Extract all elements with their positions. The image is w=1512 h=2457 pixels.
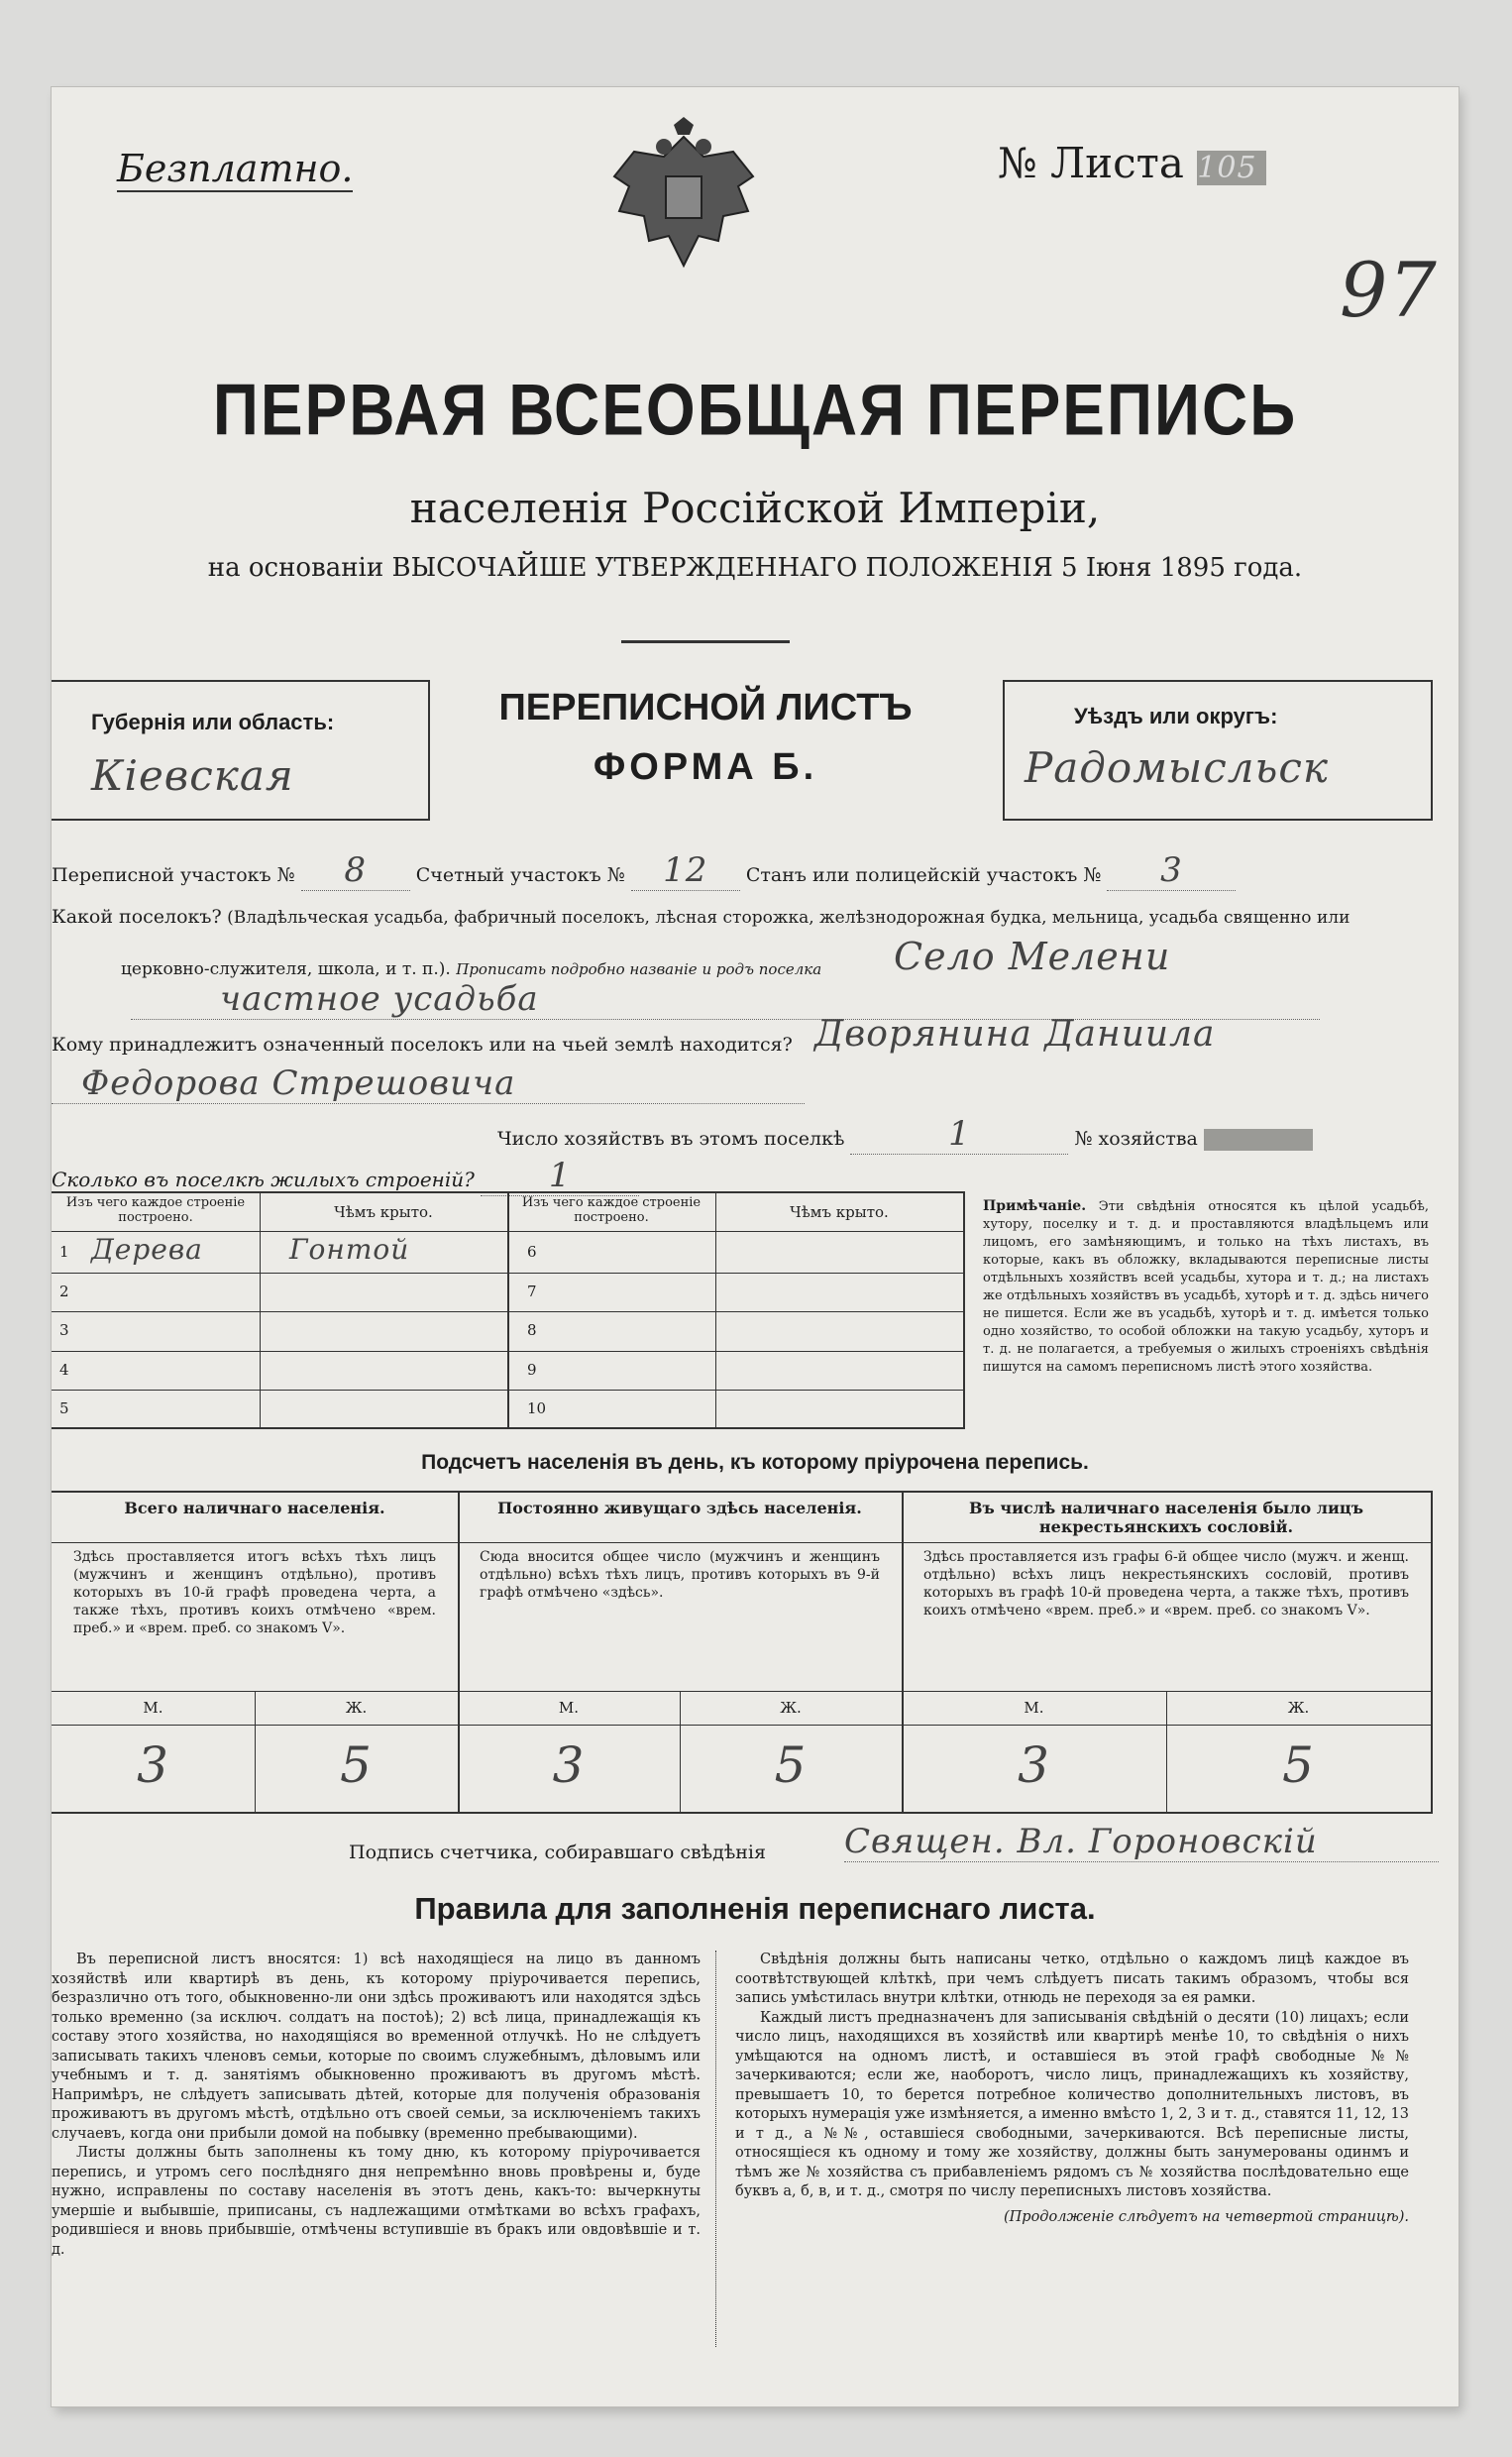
count-col-title: Всего наличнаго населенія.	[124, 1499, 385, 1517]
row-number: 3	[59, 1321, 69, 1339]
settlement-row-2: церковно-служителя, школа, и т. п.). Прописать подробно названіе и родъ поселка	[121, 959, 822, 979]
uezd-value: Радомысльск	[1025, 743, 1329, 792]
rules-right-p1: Свѣдѣнія должны быть написаны четко, отдѣльно о каждомъ лицѣ каждое въ соотвѣтствующей клѣткѣ, при чемъ слѣдуетъ писать такимъ образомъ, чтобы вся запись умѣстилась внутри клѣтки, отнюдь не переходя за ея рамки.	[735, 1952, 1409, 2006]
stan-value: 3	[1107, 850, 1236, 891]
signature-label: Подпись счетчика, собиравшаго свѣдѣнія	[349, 1842, 766, 1863]
guberniya-box	[52, 680, 430, 821]
buildings-row-8	[507, 1311, 963, 1351]
buildings-row-9	[507, 1351, 963, 1391]
rules-left-p2: Листы должны быть заполнены къ тому дню, къ которому пріурочивается перепись, и утромъ сего послѣдняго дня непремѣнно вновь провѣрены и, буде нужно, исправлены по составу населенія въ этотъ день, какъ-то: вычеркнуты умершіе и выбывшіе, приписаны, съ надлежащими отмѣтками во всѣхъ графахъ, родившіеся и вновь прибывшіе, отмѣчены вступившіе въ бракъ или овдовѣвшіе и т. д.	[52, 2145, 701, 2258]
buildings-row-3	[52, 1311, 507, 1351]
households-value: 1	[850, 1114, 1068, 1155]
page-subtitle: населенія Россійской Имперіи,	[409, 484, 1101, 532]
uezd-label: Уѣздъ или округъ:	[1074, 704, 1278, 728]
count-table	[52, 1491, 1433, 1814]
buildings-row-5	[52, 1390, 507, 1429]
female-label: Ж.	[780, 1699, 802, 1717]
buildings-row-1	[52, 1233, 507, 1273]
rules-right	[735, 1951, 1409, 2227]
male-value: 3	[552, 1736, 586, 1794]
female-value: 5	[1282, 1736, 1315, 1794]
rules-left	[52, 1951, 701, 2260]
form-name: ФОРМА Б.	[593, 746, 818, 788]
divider	[621, 640, 790, 643]
roof-value: Гонтой	[289, 1233, 410, 1266]
settlement-value-2: частное усадьба	[131, 979, 1320, 1020]
count-column-1	[52, 1493, 458, 1812]
households-row: Число хозяйствъ въ этомъ поселкѣ 1 № хозяйства	[497, 1114, 1439, 1155]
sheet-number-value: 105	[1197, 151, 1266, 185]
buildings-row-4	[52, 1351, 507, 1391]
owner-value-1: Дворянина Даниила	[814, 1014, 1216, 1055]
free-label: Безплатно.	[117, 147, 354, 190]
male-value: 3	[1018, 1736, 1050, 1794]
page-title: ПЕРВАЯ ВСЕОБЩАЯ ПЕРЕПИСЬ	[212, 368, 1298, 451]
guberniya-label: Губернія или область:	[91, 710, 335, 734]
count-col-title: Въ числѣ наличнаго населенія было лицъ некрестьянскихъ сословій.	[969, 1499, 1363, 1536]
row-number: 7	[527, 1282, 537, 1300]
col-built-header-2: Изъ чего каждое строеніе построено.	[521, 1195, 702, 1225]
row-number: 8	[527, 1321, 537, 1339]
count-column-3	[902, 1493, 1431, 1812]
buildings-row-2	[52, 1273, 507, 1312]
buildings-value: 1	[481, 1156, 639, 1196]
female-label: Ж.	[345, 1699, 368, 1717]
female-label: Ж.	[1287, 1699, 1310, 1717]
row-number: 2	[59, 1282, 69, 1300]
rules-heading: Правила для заполненія переписнаго листа.	[414, 1891, 1096, 1926]
household-no-value	[1204, 1129, 1313, 1151]
eagle-emblem-icon	[594, 117, 773, 276]
col-roof-header: Чѣмъ крыто.	[334, 1203, 433, 1221]
settlement-value-1: Село Мелени	[894, 935, 1171, 978]
sheet-number: № Листа 105	[998, 139, 1266, 187]
count-col-desc: Здѣсь проставляется итогъ всѣхъ тѣхъ лицъ (мужчинъ и женщинъ отдѣльно), противъ которыхъ въ 10-й графѣ проведена черта, а также тѣхъ, противъ коихъ отмѣчено «врем. преб.» и «врем. преб. со знакомъ V».	[73, 1549, 436, 1636]
owner-value-2: Федорова Стрешовича	[52, 1063, 805, 1104]
female-value: 5	[340, 1736, 373, 1794]
row-number: 6	[527, 1243, 537, 1261]
row-number: 9	[527, 1360, 537, 1379]
guberniya-value: Кіевская	[91, 751, 294, 800]
buildings-row: Сколько въ поселкѣ жилыхъ строеній? 1	[52, 1156, 639, 1196]
basis-text: на основаніи ВЫСОЧАЙШЕ УТВЕРЖДЕННАГО ПОЛОЖЕНІЯ 5 Іюня 1895 года.	[207, 553, 1303, 583]
owner-label: Кому принадлежитъ означенный поселокъ или на чьей землѣ находится?	[52, 1034, 793, 1056]
buildings-table	[52, 1191, 965, 1429]
col-built-header: Изъ чего каждое строеніе построено.	[65, 1195, 246, 1225]
count-col-title: Постоянно живущаго здѣсь населенія.	[497, 1499, 862, 1517]
count-heading: Подсчетъ населенія въ день, къ которому пріурочена перепись.	[421, 1451, 1089, 1474]
buildings-row-6	[507, 1233, 963, 1273]
uezd-box	[1003, 680, 1433, 821]
row-number: 1	[59, 1243, 69, 1261]
count-area-value: 12	[631, 850, 740, 891]
row-number: 4	[59, 1360, 69, 1379]
male-label: М.	[143, 1699, 163, 1717]
count-col-desc: Здѣсь проставляется изъ графы 6-й общее число (мужч. и женщ. отдѣльно) всѣхъ лицъ некрестьянскихъ сословій, противъ которыхъ въ графѣ 10-й проведена черта, а также тѣхъ, противъ коихъ отмѣчено «врем. преб.» и «врем. преб. со знакомъ V».	[923, 1549, 1409, 1619]
rules-continued: (Продолженіе слѣдуетъ на четвертой страницѣ).	[1003, 2208, 1409, 2225]
count-col-desc: Сюда вносится общее число (мужчинъ и женщинъ отдѣльно) всѣхъ тѣхъ лицъ, противъ которыхъ въ 9-й графѣ отмѣчено «здѣсь».	[480, 1549, 880, 1601]
signature-value: Священ. Вл. Гороновскій	[844, 1822, 1439, 1862]
male-label: М.	[558, 1699, 580, 1717]
male-value: 3	[137, 1736, 169, 1794]
census-area-value: 8	[301, 850, 410, 891]
sheet-title: ПЕРЕПИСНОЙ ЛИСТЪ	[498, 687, 913, 728]
buildings-row-7	[507, 1273, 963, 1312]
census-sheet	[52, 87, 1458, 2406]
count-column-2	[458, 1493, 902, 1812]
rules-left-p1: Въ переписной листъ вносятся: 1) всѣ находящіеся на лицо въ данномъ хозяйствѣ или квартирѣ въ день, къ которому пріурочивается перепись, безразлично отъ того, обыкновенно-ли они здѣсь проживаютъ или находятся здѣсь только временно (за исключ. солдатъ на постоѣ); 2) всѣ лица, принадлежащія къ составу этого хозяйства, но находящіяся во временной отлучкѣ. Но не слѣдуетъ записывать такихъ членовъ семьи, которые по своимъ служебнымъ, дѣловымъ или учебнымъ и т. д. занятіямъ обыкновенно проживаютъ въ другомъ мѣстѣ. Напримѣръ, не слѣдуетъ записывать дѣтей, которые для полученія образованія проживаютъ въ другомъ мѣстѣ, отдѣльно отъ своей семьи, за исключеніемъ такихъ случаевъ, когда они прибыли домой на побывку (временно пребывающими).	[52, 1952, 701, 2142]
built-value: Дерева	[91, 1233, 203, 1266]
buildings-row-10	[507, 1390, 963, 1429]
area-row: Переписной участокъ № 8 Счетный участокъ № 12 Станъ или полицейскій участокъ № 3	[52, 850, 1419, 891]
row-number: 5	[59, 1399, 69, 1417]
col-roof-header-2: Чѣмъ крыто.	[790, 1203, 889, 1221]
female-value: 5	[774, 1736, 808, 1794]
settlement-row: Какой поселокъ? (Владѣльческая усадьба, фабричный поселокъ, лѣсная сторожка, желѣзнодорожная будка, мельница, усадьба священно или	[52, 906, 1350, 928]
male-label: М.	[1024, 1699, 1044, 1717]
row-number: 10	[527, 1399, 547, 1417]
rules-right-p2: Каждый листъ предназначенъ для записыванія свѣдѣній о десяти (10) лицахъ; если число лицъ, находящихся въ хозяйствѣ или квартирѣ менѣе 10, то свѣдѣнія о нихъ умѣщаются на одномъ листѣ, и оставшіеся въ этой графѣ свободные №№ зачеркиваются; если же, наоборотъ, число лицъ, принадлежащихъ къ хозяйству, превышаетъ 10, то берется потребное количество дополнительныхъ листовъ, въ которыхъ нумерація уже измѣняется, а именно вмѣсто 1, 2, 3 и т. д., ставятся 11, 12, 13 и т д., а №№, оставшіеся свободными, зачеркиваются. Всѣ переписные листы, относящіеся къ одному и тому же хозяйству, должны быть занумерованы одинмъ и тѣмъ же № хозяйства съ прибавленіемъ рядомъ съ № хозяйства послѣдовательно еще буквъ а, б, в, и т. д., смотря по числу переписныхъ листовъ хозяйства.	[735, 2009, 1409, 2199]
note-text: Примѣчаніе. Эти свѣдѣнія относятся къ цѣлой усадьбѣ, хутору, поселку и т. д. и проставляются владѣльцемъ или лицомъ, его замѣняющимъ, и только на тѣхъ листахъ, въ которые, какъ въ обложку, вкладываются переписные листы отдѣльныхъ хозяйствъ всей усадьбы, хутора и т. д.; на листахъ же отдѣльныхъ хозяйствъ въ усадьбѣ, хуторѣ и т. д. здѣсь ничего не пишется. Если же въ усадьбѣ, хуторѣ и т. д. имѣется только одно хозяйство, то особой обложки на такую усадьбу, хуторъ и т. д. не полагается, а требуемыя о жилыхъ строеніяхъ свѣдѣнія пишутся на самомъ переписномъ листѣ этого хозяйства.	[983, 1198, 1430, 1375]
archive-number: 97	[1340, 246, 1438, 334]
